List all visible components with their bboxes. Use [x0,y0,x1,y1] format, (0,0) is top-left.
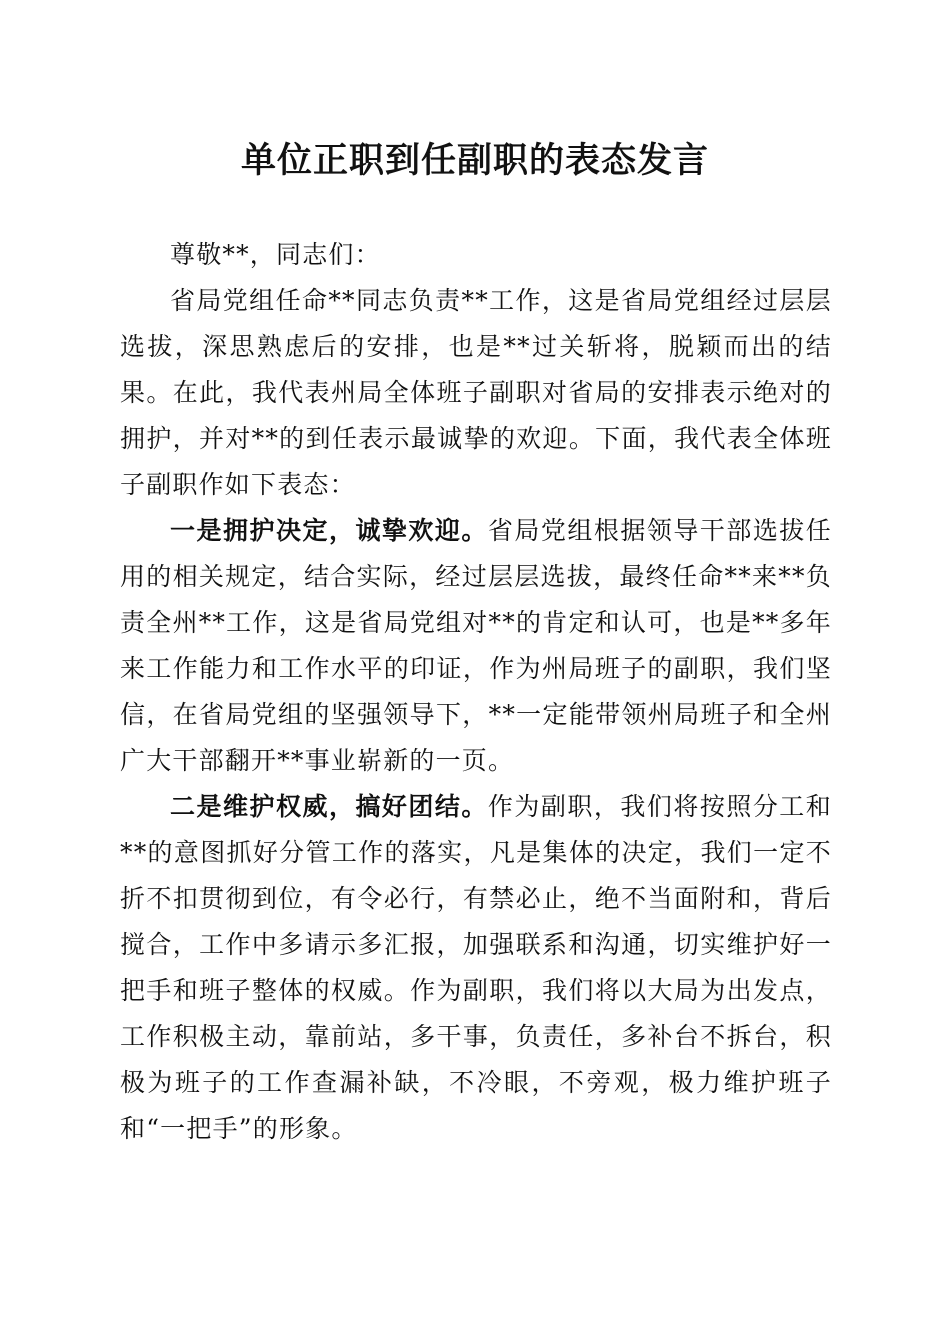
paragraph-intro [120,278,832,508]
paragraph-point-one-text: 省局党组根据领导干部选拔任用的相关规定，结合实际，经过层层选拔，最终任命**来**负责全州**工作，这是省局党组对**的肯定和认可，也是**多年来工作能力和工作水平的印证，作为州局班子的副职，我们坚信，在省局党组的坚强领导下，**一定能带领州局班子和全州广大干部翻开**事业崭新的一页。 [120,516,832,775]
paragraph-point-one-heading: 一是拥护决定，诚挚欢迎。 [170,516,488,545]
paragraph-point-two-text: 作为副职，我们将按照分工和**的意图抓好分管工作的落实，凡是集体的决定，我们一定不折不扣贯彻到位，有令必行，有禁必止，绝不当面附和，背后搅合，工作中多请示多汇报，加强联系和沟通，切实维护好一把手和班子整体的权威。作为副职，我们将以大局为出发点，工作积极主动，靠前站，多干事，负责任，多补台不拆台，积极为班子的工作查漏补缺，不冷眼，不旁观，极力维护班子和“一把手”的形象。 [120,792,832,1143]
salutation: 尊敬**，同志们： [170,240,381,269]
paragraph-point-two-heading: 二是维护权威，搞好团结。 [170,792,488,821]
paragraph-intro-text: 省局党组任命**同志负责**工作，这是省局党组经过层层选拔，深思熟虑后的安排，也是**过关斩将，脱颖而出的结果。在此，我代表州局全体班子副职对省局的安排表示绝对的拥护，并对**的到任表示最诚挚的欢迎。下面，我代表全体班子副职作如下表态： [120,286,832,499]
paragraph-point-one [120,508,832,784]
paragraph-point-two [120,784,832,1152]
document-title: 单位正职到任副职的表态发言 [240,140,709,181]
document-body [120,232,832,1152]
